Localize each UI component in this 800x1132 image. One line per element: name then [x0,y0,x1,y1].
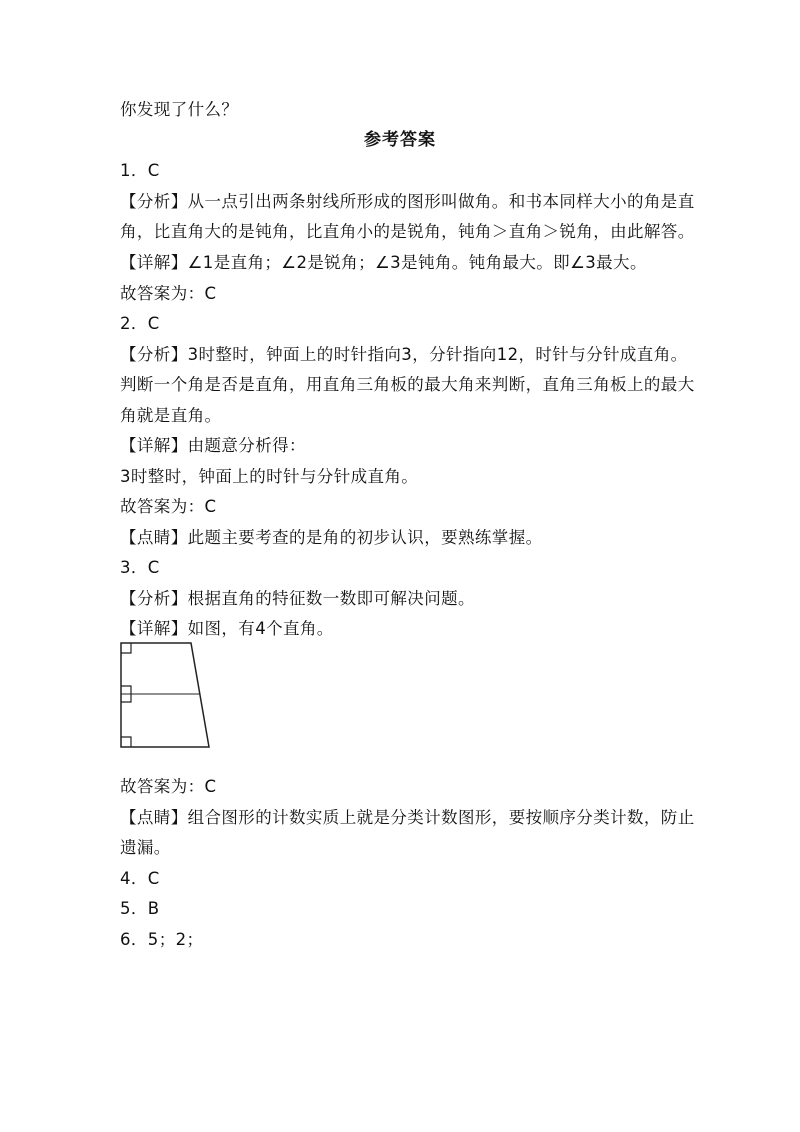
answer-3: 3．C [120,558,160,577]
detail-2-line-1: 【详解】由题意分析得： [120,436,306,455]
answer-5: 5．B [120,899,160,918]
answer-statement-2: 故答案为：C [120,497,217,516]
detail-2-line-2: 3时整时，钟面上的时针与分针成直角。 [120,467,419,486]
right-angle-mark-bottom [121,737,131,747]
right-angle-figure [118,640,218,755]
answer-statement-3: 故答案为：C [120,777,217,796]
analysis-1-line-2: 角，比直角大的是钝角，比直角小的是锐角，钝角＞直角＞锐角，由此解答。 [120,222,695,241]
question-prompt: 你发现了什么？ [120,100,239,119]
detail-1: 【详解】∠1是直角；∠2是锐角；∠3是钝角。钝角最大。即∠3最大。 [120,253,647,272]
right-angle-mark-middle-lower [121,694,131,702]
answer-6: 6．5；2； [120,930,204,949]
answer-1: 1．C [120,161,160,180]
comment-2: 【点睛】此题主要考查的是角的初步认识，要熟练掌握。 [120,528,543,547]
section-title: 参考答案 [364,130,436,150]
analysis-2-line-1: 【分析】3时整时，钟面上的时针指向3，分针指向12，时针与分针成直角。 [120,345,688,364]
analysis-2-line-2: 判断一个角是否是直角，用直角三角板的最大角来判断，直角三角板上的最大 [120,375,695,394]
analysis-1-line-1: 【分析】从一点引出两条射线所形成的图形叫做角。和书本同样大小的角是直 [120,192,695,211]
comment-3-line-1: 【点睛】组合图形的计数实质上就是分类计数图形，要按顺序分类计数，防止 [120,808,695,827]
analysis-2-line-3: 角就是直角。 [120,406,222,425]
answer-4: 4．C [120,869,160,888]
right-angle-mark-middle-upper [121,686,131,694]
answer-statement-1: 故答案为：C [120,284,217,303]
analysis-3: 【分析】根据直角的特征数一数即可解决问题。 [120,589,475,608]
answer-2: 2．C [120,314,160,333]
comment-3-line-2: 遗漏。 [120,838,171,857]
right-angle-mark-top [121,643,131,653]
detail-3: 【详解】如图，有4个直角。 [120,619,334,638]
trapezoid-outline [121,643,209,747]
